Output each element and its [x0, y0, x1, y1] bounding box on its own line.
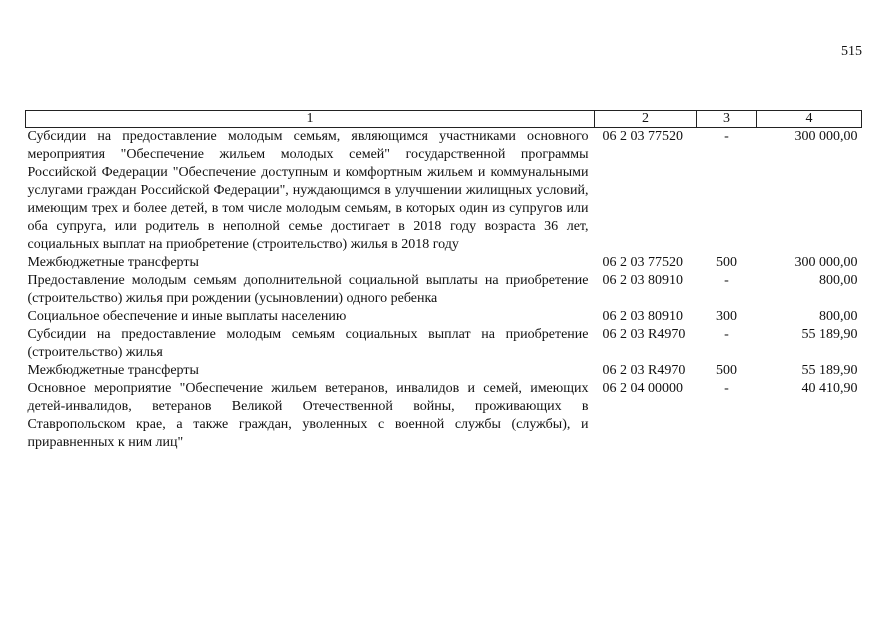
column-header-1: 1: [26, 111, 595, 128]
table-row: [26, 380, 862, 452]
row-code: 06 2 03 77520: [602, 129, 683, 144]
row-amount: 55 189,90: [801, 363, 858, 378]
row-code: 06 2 03 R4970: [602, 327, 686, 342]
row-name: Субсидии на предоставление молодым семьям, являющимся участниками основного мероприятия "Обеспечение жильем молодых семей" государственной программы Российской Федерации "Обеспечение доступным и комфортным жильем и коммунальными услугами граждан Российской Федерации", нуждающимся в улучшении жилищных условий, имеющим трех и более детей, в том числе молодым семьям, в которых один из супругов или оба супруга, или родитель в неполной семье достигает в 2018 году возраста 36 лет, социальных выплат на приобретение (строительство) жилья в 2018 году: [27, 129, 589, 252]
table-row: [26, 308, 862, 326]
column-header-3: 3: [697, 111, 757, 128]
table-row: [26, 272, 862, 308]
table-row: [26, 128, 862, 255]
row-amount: 300 000,00: [794, 129, 858, 144]
row-type: 500: [716, 255, 737, 270]
row-amount: 300 000,00: [794, 255, 858, 270]
row-name: Межбюджетные трансферты: [27, 255, 199, 270]
row-name: Субсидии на предоставление молодым семьям социальных выплат на приобретение (строительство) жилья: [27, 327, 589, 360]
row-code: 06 2 03 80910: [602, 273, 683, 288]
row-type: -: [724, 381, 729, 396]
row-name: Социальное обеспечение и иные выплаты населению: [27, 309, 347, 324]
column-header-4: 4: [757, 111, 862, 128]
table-row: [26, 362, 862, 380]
row-type: 500: [716, 363, 737, 378]
row-amount: 800,00: [819, 309, 858, 324]
row-code: 06 2 03 77520: [602, 255, 683, 270]
column-header-2: 2: [595, 111, 697, 128]
row-code: 06 2 04 00000: [602, 381, 683, 396]
table-row: [26, 254, 862, 272]
row-type: 300: [716, 309, 737, 324]
header-row: [26, 111, 862, 128]
budget-table: [25, 110, 862, 452]
row-amount: 800,00: [819, 273, 858, 288]
table-row: [26, 326, 862, 362]
row-type: -: [724, 129, 729, 144]
row-name: Предоставление молодым семьям дополнительной социальной выплаты на приобретение (строительство) жилья при рождении (усыновлении) одного ребенка: [27, 273, 589, 306]
row-name: Основное мероприятие "Обеспечение жильем ветеранов, инвалидов и семей, имеющих детей-инвалидов, ветеранов Великой Отечественной войны, проживающих в Ставропольском крае, а также граждан, уволенных с военной службы (службы), и приравненных к ним лиц": [27, 381, 589, 450]
row-type: -: [724, 327, 729, 342]
page-number: 515: [841, 44, 862, 59]
row-type: -: [724, 273, 729, 288]
row-amount: 55 189,90: [801, 327, 858, 342]
row-name: Межбюджетные трансферты: [27, 363, 199, 378]
row-code: 06 2 03 R4970: [602, 363, 686, 378]
row-code: 06 2 03 80910: [602, 309, 683, 324]
row-amount: 40 410,90: [801, 381, 858, 396]
